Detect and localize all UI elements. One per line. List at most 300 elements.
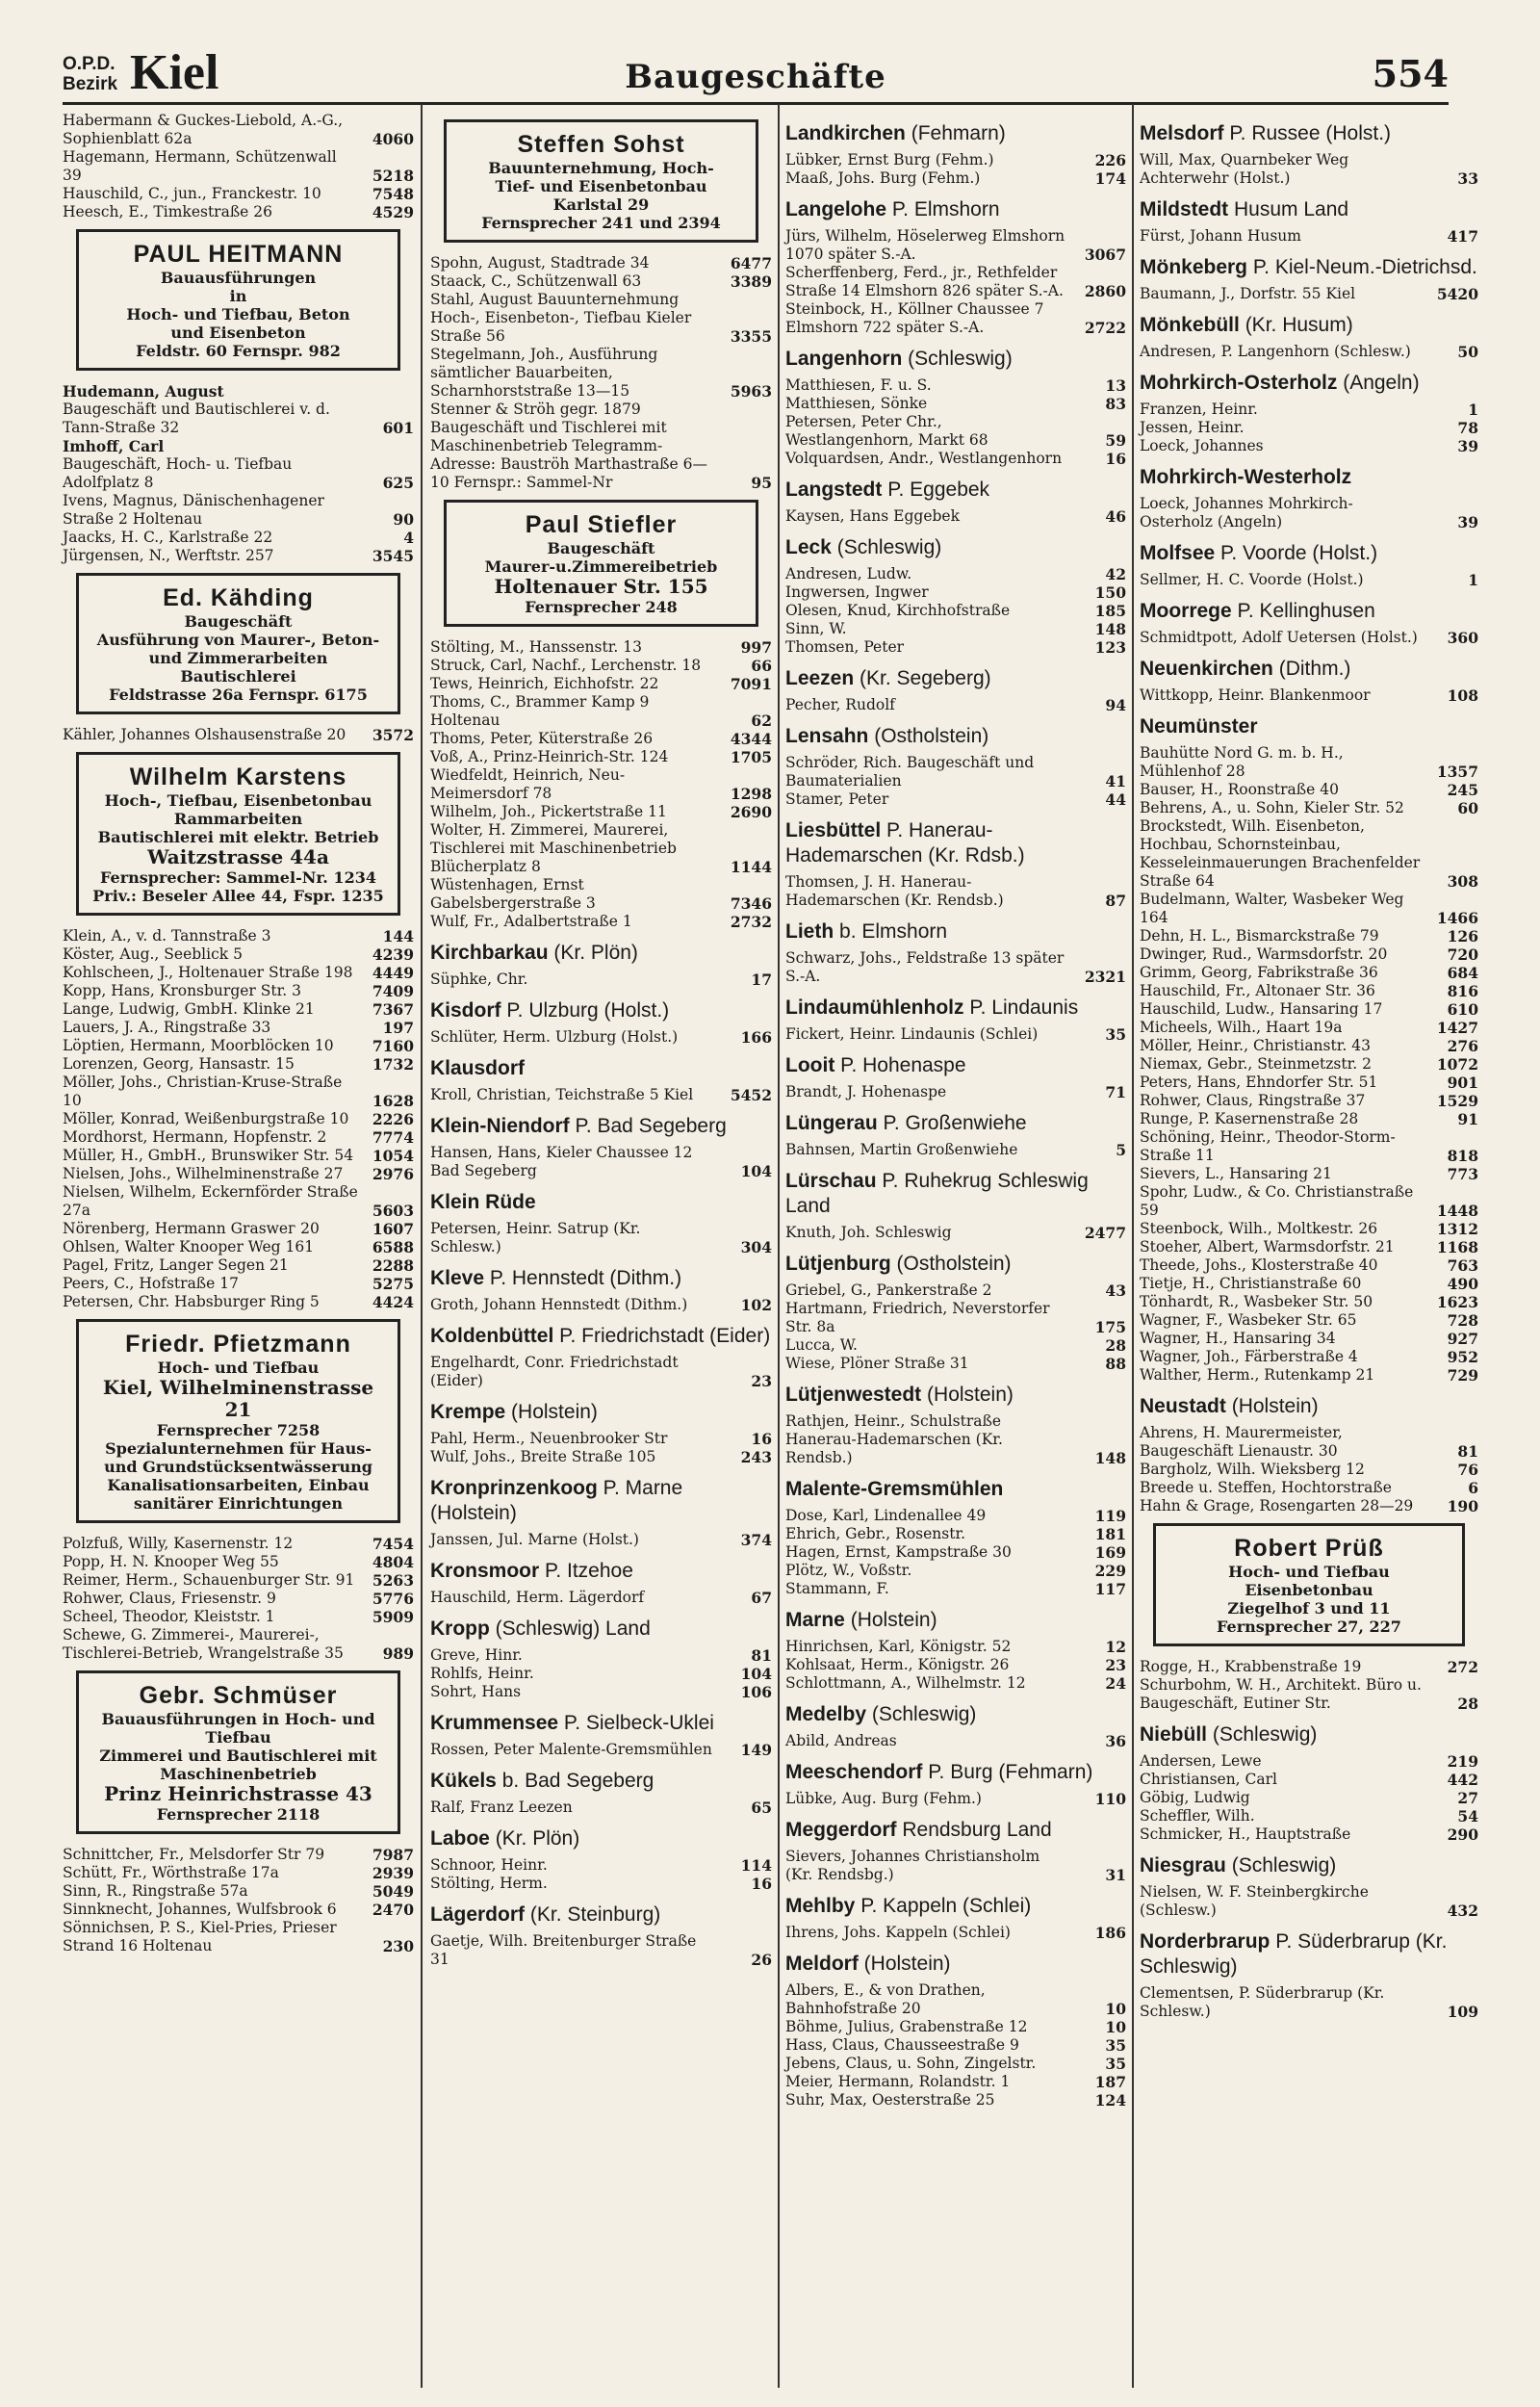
entry-text: Wulf, Fr., Adalbertstraße 1 <box>430 913 632 930</box>
place-sub: P. Kappeln (Schlei) <box>860 1895 1032 1917</box>
directory-entry <box>785 450 1126 468</box>
directory-entry <box>430 1875 772 1893</box>
advertisement-box <box>76 1319 400 1523</box>
entry-text: Suhr, Max, Oesterstraße 25 <box>785 2091 995 2109</box>
place-sub: (Kr. Plön) <box>495 1827 580 1850</box>
entry-text: Matthiesen, F. u. S. <box>785 376 932 394</box>
entry-phone: 106 <box>740 1683 772 1701</box>
entry-text: Rogge, H., Krabbenstraße 19 <box>1140 1658 1362 1675</box>
entry-phone: 1054 <box>372 1147 414 1165</box>
place-sub: P. Hennstedt (Dithm.) <box>489 1267 682 1289</box>
entry-text: Klein, A., v. d. Tannstraße 3 <box>63 927 271 945</box>
entry-phone: 190 <box>1447 1497 1478 1515</box>
entry-phone: 67 <box>751 1589 772 1607</box>
entry-phone: 7774 <box>372 1128 414 1147</box>
place-sub: P. Kellinghusen <box>1237 600 1375 622</box>
entry-phone: 39 <box>1457 437 1478 455</box>
directory-entry <box>63 1128 414 1147</box>
entry-text: Jebens, Claus, u. Sohn, Zingelstr. <box>785 2055 1037 2072</box>
ad-title: Wilhelm Karstens <box>129 764 347 790</box>
place-sub: P. Russee (Holst.) <box>1229 122 1392 144</box>
directory-entry <box>785 620 1126 638</box>
directory-entry <box>1140 1807 1478 1825</box>
entry-phone: 3572 <box>372 726 414 744</box>
entry-text: Rohlfs, Heinr. <box>430 1665 534 1682</box>
directory-entry <box>1140 1676 1478 1713</box>
entry-text: Stoeher, Albert, Warmsdorfstr. 21 <box>1140 1238 1395 1255</box>
entry-phone: 2939 <box>372 1864 414 1882</box>
ad-line: Ausführung von Maurer-, Beton- und Zimmerarbeiten <box>96 631 380 667</box>
entry-text: Reimer, Herm., Schauenburger Str. 91 <box>63 1571 355 1589</box>
directory-entry <box>785 2091 1126 2109</box>
ad-line: Ziegelhof 3 und 11 <box>1227 1599 1391 1618</box>
place-heading <box>785 121 1126 146</box>
entry-text: Hauschild, Fr., Altonaer Str. 36 <box>1140 982 1375 999</box>
ad-line: Waitzstrasse 44a <box>147 845 329 868</box>
entry-phone: 81 <box>751 1646 772 1665</box>
entry-phone: 124 <box>1094 2091 1126 2109</box>
column-3 <box>785 112 1126 2109</box>
entry-phone: 24 <box>1105 1674 1126 1693</box>
place-name: Langstedt <box>785 479 883 501</box>
place-sub: P. Voorde (Holst.) <box>1220 542 1378 564</box>
place-heading <box>430 1114 772 1139</box>
ad-line: Fernsprecher 248 <box>525 598 678 616</box>
directory-entry <box>785 790 1126 809</box>
place-heading <box>430 1324 772 1349</box>
place-name: Liesbüttel <box>785 819 882 841</box>
entry-text: Thoms, C., Brammer Kamp 9 Holtenau <box>430 693 650 729</box>
entry-phone: 27 <box>1457 1789 1478 1807</box>
place-name: Lütjenburg <box>785 1253 891 1275</box>
column-4 <box>1140 112 1478 2021</box>
place-name: Kronsmoor <box>430 1560 540 1582</box>
place-heading <box>785 478 1126 503</box>
ad-line: Kiel, Wilhelminenstrasse 21 <box>102 1376 374 1421</box>
directory-entry <box>430 272 772 291</box>
entry-text: Fürst, Johann Husum <box>1140 227 1301 245</box>
place-heading <box>1140 599 1478 624</box>
directory-entry <box>1140 1461 1478 1479</box>
directory-entry <box>785 1924 1126 1942</box>
category-title: Baugeschäfte <box>625 58 886 96</box>
place-heading <box>785 1053 1126 1078</box>
directory-entry <box>1140 964 1478 982</box>
place-sub: (Ostholstein) <box>874 725 989 747</box>
place-heading <box>1140 313 1478 338</box>
place-name: Lürschau <box>785 1170 877 1192</box>
entry-phone: 174 <box>1094 169 1126 188</box>
entry-text: Möller, Johs., Christian-Kruse-Straße 10 <box>63 1074 343 1109</box>
entry-text: Scheel, Theodor, Kleiststr. 1 <box>63 1608 275 1625</box>
entry-phone: 175 <box>1094 1318 1126 1336</box>
entry-phone: 23 <box>1105 1656 1126 1674</box>
place-sub: Rendsburg Land <box>902 1819 1052 1841</box>
entry-text: Dose, Karl, Lindenallee 49 <box>785 1507 987 1524</box>
place-heading <box>430 1617 772 1642</box>
entry-phone: 60 <box>1457 799 1478 817</box>
entry-text: Knuth, Joh. Schleswig <box>785 1224 952 1241</box>
entry-phone: 4529 <box>372 203 414 221</box>
entry-text: Ohlsen, Walter Knooper Weg 161 <box>63 1238 315 1255</box>
entry-text: Stölting, M., Hanssenstr. 13 <box>430 638 643 656</box>
place-sub: P. Kiel-Neum.-Dietrichsd. <box>1252 256 1477 278</box>
entry-phone: 5420 <box>1436 285 1478 303</box>
place-sub: (Schleswig) Land <box>495 1618 651 1640</box>
directory-entry <box>430 1683 772 1701</box>
place-heading <box>1140 1722 1478 1747</box>
ad-line: Bautischlerei mit elektr. Betrieb <box>97 828 379 846</box>
header-rule <box>63 102 1449 105</box>
ad-title: Robert Prüß <box>1234 1535 1384 1562</box>
place-sub: (Kr. Husum) <box>1245 314 1353 336</box>
directory-entry <box>430 401 772 492</box>
directory-entry <box>785 1562 1126 1580</box>
place-name: Niesgrau <box>1140 1854 1226 1876</box>
ad-line: Fernsprecher 27, 227 <box>1217 1618 1401 1636</box>
ad-line: Baugeschäft <box>547 539 655 557</box>
entry-phone: 104 <box>740 1162 772 1180</box>
entry-phone: 150 <box>1094 583 1126 602</box>
entry-text: Pahl, Herm., Neuenbrooker Str <box>430 1430 668 1447</box>
place-name: Kleve <box>430 1267 485 1289</box>
entry-phone: 35 <box>1105 1025 1126 1044</box>
ad-title: Friedr. Pfietzmann <box>125 1331 351 1358</box>
place-heading <box>430 1190 772 1215</box>
entry-phone: 816 <box>1447 982 1478 1000</box>
place-sub: b. Bad Segeberg <box>501 1770 654 1792</box>
entry-phone: 2722 <box>1084 319 1126 337</box>
column-1 <box>63 112 414 1955</box>
entry-phone: 83 <box>1105 395 1126 413</box>
directory-entry <box>430 1448 772 1466</box>
entry-phone: 102 <box>740 1296 772 1314</box>
directory-entry <box>1140 744 1478 781</box>
advertisement-box <box>76 752 400 916</box>
entry-text: Schewe, G. Zimmerei-, Maurerei-, Tischlerei-Betrieb, Wrangelstraße 35 <box>63 1626 344 1662</box>
entry-text: Hansen, Hans, Kieler Chaussee 12 Bad Segeberg <box>430 1144 693 1179</box>
directory-entry <box>785 1300 1126 1336</box>
entry-phone: 1072 <box>1436 1055 1478 1074</box>
place-sub: (Fehmarn) <box>911 122 1006 144</box>
place-name: Neustadt <box>1140 1395 1226 1417</box>
entry-text: Steinbock, H., Köllner Chaussee 7 Elmshorn 722 später S.-A. <box>785 300 1044 336</box>
entry-phone: 952 <box>1447 1348 1478 1366</box>
entry-phone: 12 <box>1105 1638 1126 1656</box>
ad-title: Ed. Kähding <box>163 584 314 611</box>
place-name: Lütjenwestedt <box>785 1384 922 1406</box>
entry-text: Wagner, Joh., Färberstraße 4 <box>1140 1348 1358 1365</box>
entry-phone: 276 <box>1447 1037 1478 1055</box>
entry-phone: 763 <box>1447 1256 1478 1275</box>
directory-entry <box>1140 1055 1478 1074</box>
entry-text: Schlüter, Herm. Ulzburg (Holst.) <box>430 1028 679 1046</box>
entry-phone: 1628 <box>372 1092 414 1110</box>
directory-entry <box>430 1799 772 1817</box>
entry-text: Nörenberg, Hermann Graswег 20 <box>63 1220 320 1237</box>
place-sub: Husum Land <box>1234 198 1349 220</box>
entry-text: Wilhelm, Joh., Pickertstraße 11 <box>430 803 667 820</box>
entry-text: Theede, Johs., Klosterstraße 40 <box>1140 1256 1378 1274</box>
place-heading <box>1140 465 1478 490</box>
entry-text: Voß, A., Prinz-Heinrich-Str. 124 <box>430 748 669 765</box>
entry-phone: 54 <box>1457 1807 1478 1825</box>
entry-phone: 114 <box>740 1856 772 1875</box>
place-name: Norderbrarup <box>1140 1930 1270 1953</box>
place-heading <box>785 1608 1126 1633</box>
entry-text: Olesen, Knud, Kirchhofstraße <box>785 602 1011 619</box>
entry-text: Engelhardt, Conr. Friedrichstadt (Eider) <box>430 1354 679 1389</box>
directory-entry <box>63 1055 414 1074</box>
place-name: Meeschendorf <box>785 1761 923 1783</box>
place-sub: (Holstein) <box>1231 1395 1319 1417</box>
place-sub: b. Elmshorn <box>839 920 948 943</box>
entry-phone: 7454 <box>372 1535 414 1553</box>
entry-phone: 360 <box>1447 629 1478 647</box>
entry-text: Sinn, R., Ringstraße 57a <box>63 1882 248 1900</box>
entry-phone: 26 <box>751 1951 772 1969</box>
entry-phone: 3355 <box>730 327 772 346</box>
opd-label: O.P.D. <box>63 54 116 74</box>
entry-phone: 3545 <box>372 547 414 565</box>
directory-entry <box>430 693 772 730</box>
place-name: Niebüll <box>1140 1723 1208 1746</box>
entry-phone: 5049 <box>372 1882 414 1901</box>
place-name: Mildstedt <box>1140 198 1229 220</box>
directory-entry <box>1140 1074 1478 1092</box>
entry-phone: 7409 <box>372 982 414 1000</box>
entry-phone: 4060 <box>372 130 414 148</box>
ad-line: Spezialunternehmen für Haus- und Grundstücksentwässerung <box>104 1439 372 1476</box>
entry-phone: 71 <box>1105 1083 1126 1101</box>
place-heading <box>430 1559 772 1584</box>
directory-entry <box>430 1665 772 1683</box>
entry-text: Dwinger, Rud., Warmsdorfstr. 20 <box>1140 945 1388 963</box>
place-name: Langelohe <box>785 198 887 220</box>
directory-entry <box>1140 1311 1478 1330</box>
ad-line: Bauausführungen in Hoch- und Tiefbau <box>101 1710 375 1747</box>
place-heading <box>1140 657 1478 682</box>
entry-text: Rohwer, Claus, Ringstraße 37 <box>1140 1092 1366 1109</box>
entry-phone: 16 <box>1105 450 1126 468</box>
entry-text: Dehn, H. L., Bismarckstraße 79 <box>1140 927 1379 945</box>
ad-line: Fernsprecher 2118 <box>156 1805 321 1824</box>
place-name: Meggerdorf <box>785 1819 897 1841</box>
ad-line: Priv.: Beseler Allee 44, Fspr. 1235 <box>92 887 384 905</box>
entry-text: Baugeschäft, Hoch- u. Tiefbau Adolfplatz 8 <box>63 455 293 491</box>
place-name: Leezen <box>785 667 855 689</box>
entry-phone: 2288 <box>372 1256 414 1275</box>
entry-text: Brockstedt, Wilh. Eisenbeton, Hochbau, Schornsteinbau, Kesseleinmauerungen Brachenfelder Straße 64 <box>1140 817 1421 890</box>
entry-text: Kaysen, Hans Eggebek <box>785 507 960 525</box>
place-sub: (Schleswig) <box>1231 1854 1337 1876</box>
place-sub: (Schleswig) <box>1212 1723 1318 1746</box>
entry-text: Pagel, Fritz, Langer Segen 21 <box>63 1256 289 1274</box>
directory-entry <box>1140 982 1478 1000</box>
entry-phone: 4449 <box>372 964 414 982</box>
directory-entry <box>785 949 1126 986</box>
entry-text: Bargholz, Wilh. Wieksberg 12 <box>1140 1461 1365 1478</box>
directory-entry <box>430 766 772 803</box>
directory-entry <box>1140 1658 1478 1676</box>
place-heading <box>785 724 1126 749</box>
entry-text: Hinrichsen, Karl, Königstr. 52 <box>785 1638 1012 1655</box>
directory-entry <box>63 1901 414 1919</box>
entry-phone: 123 <box>1094 638 1126 657</box>
place-heading <box>430 998 772 1023</box>
directory-entry <box>1140 343 1478 361</box>
entry-phone: 50 <box>1457 343 1478 361</box>
directory-entry <box>63 1256 414 1275</box>
directory-entry <box>1140 1092 1478 1110</box>
entry-phone: 78 <box>1457 419 1478 437</box>
directory-entry <box>1140 227 1478 246</box>
place-name: Krempe <box>430 1401 506 1423</box>
entry-phone: 10 <box>1105 2000 1126 2018</box>
entry-text: Brandt, J. Hohenaspe <box>785 1083 947 1100</box>
place-sub: (Kr. Plön) <box>553 942 638 964</box>
directory-entry <box>1140 1366 1478 1385</box>
directory-entry <box>1140 1330 1478 1348</box>
directory-entry <box>1140 817 1478 891</box>
entry-text: Hauschild, Ludw., Hansaring 17 <box>1140 1000 1383 1018</box>
place-heading <box>785 1760 1126 1785</box>
entry-text: Sinnknecht, Johannes, Wulfsbrook 6 <box>63 1901 337 1918</box>
column-divider <box>1132 104 1134 2388</box>
entry-text: Runge, P. Kasernenstraße 28 <box>1140 1110 1359 1127</box>
place-sub: (Holstein) <box>863 1953 951 1975</box>
entry-text: Janssen, Jul. Marne (Holst.) <box>430 1531 639 1548</box>
entry-phone: 1168 <box>1436 1238 1478 1256</box>
directory-entry <box>1140 1128 1478 1165</box>
directory-entry <box>63 455 414 492</box>
ad-line: Hoch-, Tiefbau, Eisenbetonbau <box>104 791 372 810</box>
entry-text: Andersen, Lewe <box>1140 1752 1262 1770</box>
entry-phone: 989 <box>382 1644 414 1663</box>
entry-phone: 65 <box>751 1799 772 1817</box>
directory-entry <box>63 1275 414 1293</box>
entry-phone: 108 <box>1447 686 1478 705</box>
entry-text: Walther, Herm., Rutenkamp 21 <box>1140 1366 1375 1384</box>
entry-text: Habermann & Guckes-Liebold, A.-G., Sophienblatt 62a <box>63 112 344 147</box>
directory-entry <box>1140 495 1478 531</box>
entry-phone: 728 <box>1447 1311 1478 1330</box>
entry-phone: 59 <box>1105 431 1126 450</box>
place-name: Lieth <box>785 920 834 943</box>
ad-line: Holtenauer Str. 155 <box>494 575 708 598</box>
place-name: Kirchbarkau <box>430 942 549 964</box>
place-sub: P. Hanerau-Hademarschen (Kr. Rdsb.) <box>785 819 1025 867</box>
place-heading <box>785 1252 1126 1277</box>
directory-entry <box>1140 419 1478 437</box>
directory-entry <box>430 1589 772 1607</box>
directory-entry <box>1140 781 1478 799</box>
entry-text: Kohlscheen, J., Holtenauer Straße 198 <box>63 964 353 981</box>
directory-entry <box>1140 285 1478 303</box>
directory-entry <box>63 1165 414 1183</box>
place-heading <box>430 1400 772 1425</box>
ad-title: PAUL HEITMANN <box>133 241 344 268</box>
directory-entry <box>430 1144 772 1180</box>
entry-phone: 5218 <box>372 167 414 185</box>
directory-entry <box>785 1543 1126 1562</box>
directory-entry <box>785 1981 1126 2018</box>
entry-text: Lange, Ludwig, GmbH. Klinke 21 <box>63 1000 315 1018</box>
entry-phone: 1607 <box>372 1220 414 1238</box>
entry-phone: 88 <box>1105 1355 1126 1373</box>
place-name: Laboe <box>430 1827 490 1850</box>
entry-phone: 149 <box>740 1741 772 1759</box>
entry-text: Wagner, H., Hansaring 34 <box>1140 1330 1336 1347</box>
entry-text: Thomsen, Peter <box>785 638 905 656</box>
ad-title: Paul Stiefler <box>525 511 678 538</box>
directory-entry <box>430 730 772 748</box>
directory-entry <box>1140 1183 1478 1220</box>
place-sub: (Schleswig) <box>871 1703 977 1725</box>
directory-entry <box>785 2036 1126 2055</box>
entry-phone: 6477 <box>730 254 772 272</box>
entry-text: Stamer, Peter <box>785 790 889 808</box>
entry-text: Fickert, Heinr. Lindaunis (Schlei) <box>785 1025 1039 1043</box>
directory-entry <box>63 203 414 221</box>
ad-line: und Eisenbeton <box>170 324 306 342</box>
entry-text: Schwarz, Johs., Feldstraße 13 später S.-A. <box>785 949 1065 985</box>
entry-phone: 308 <box>1447 872 1478 891</box>
directory-entry <box>430 821 772 876</box>
entry-phone: 442 <box>1447 1771 1478 1789</box>
entry-text: Meier, Hermann, Rolandstr. 1 <box>785 2073 1011 2090</box>
entry-phone: 46 <box>1105 507 1126 526</box>
entry-phone: 17 <box>751 971 772 989</box>
directory-entry <box>430 1646 772 1665</box>
column-2 <box>430 112 772 1969</box>
place-sub: (Kr. Steinburg) <box>529 1903 661 1926</box>
entry-phone: 5452 <box>730 1086 772 1104</box>
entry-phone: 901 <box>1447 1074 1478 1092</box>
directory-entry <box>785 873 1126 910</box>
directory-entry <box>430 1531 772 1549</box>
entry-text: Popp, H. N. Knooper Weg 55 <box>63 1553 279 1570</box>
entry-text: Lucca, W. <box>785 1336 858 1354</box>
directory-entry <box>430 1086 772 1104</box>
page-number: 554 <box>1372 52 1449 95</box>
place-name: Landkirchen <box>785 122 906 144</box>
entry-text: Jessen, Heinr. <box>1140 419 1245 436</box>
entry-phone: 186 <box>1094 1924 1126 1942</box>
entry-text: Christiansen, Carl <box>1140 1771 1278 1788</box>
entry-text: Wolter, H. Zimmerei, Maurerei, Tischlerei mit Maschinenbetrieb Blücherplatz 8 <box>430 821 677 875</box>
entry-phone: 304 <box>740 1238 772 1256</box>
entry-text: Bauhütte Nord G. m. b. H., Mühlenhof 28 <box>1140 744 1344 780</box>
entry-text: Jürs, Wilhelm, Höselerweg Elmshorn 1070 später S.-A. <box>785 227 1065 263</box>
ad-line: Feldstr. 60 Fernspr. 982 <box>136 342 341 360</box>
place-name: Klein-Niendorf <box>430 1115 570 1137</box>
entry-text: Spohr, Ludw., & Co. Christianstraße 59 <box>1140 1183 1414 1219</box>
entry-text: Clementsen, P. Süderbrarup (Kr. Schlesw.) <box>1140 1984 1385 2020</box>
entry-text: Wulf, Johs., Breite Straße 105 <box>430 1448 656 1465</box>
ad-line: Eisenbetonbau <box>1245 1581 1373 1599</box>
entry-phone: 226 <box>1094 151 1126 169</box>
entry-text: Hagemann, Hermann, Schützenwall 39 <box>63 148 337 184</box>
directory-entry <box>785 602 1126 620</box>
entry-phone: 997 <box>740 638 772 657</box>
ad-line: Hoch- und Tiefbau, Beton <box>126 305 350 324</box>
advertisement-box <box>444 500 758 627</box>
directory-entry <box>430 1430 772 1448</box>
directory-entry <box>1140 1220 1478 1238</box>
entry-phone: 5963 <box>730 382 772 401</box>
entry-text: Sellmer, H. C. Voorde (Holst.) <box>1140 571 1364 588</box>
